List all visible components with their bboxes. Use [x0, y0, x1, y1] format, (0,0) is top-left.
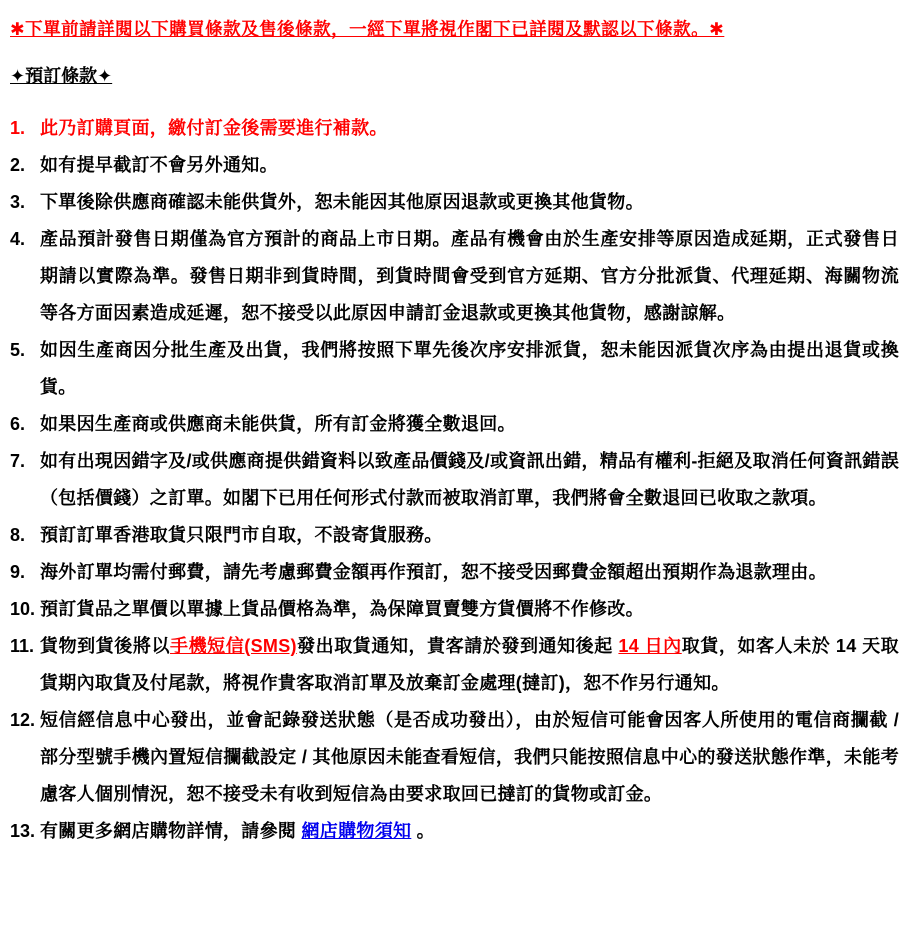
store-shopping-notice-link[interactable]: 網店購物須知 [301, 821, 412, 841]
term-text [40, 628, 899, 702]
term-segment: 海外訂單均需付郵費，請先考慮郵費金額再作預訂，恕不接受因郵費金額超出預期作為退款理由。 [40, 562, 827, 582]
term-text [40, 702, 899, 813]
term-item [10, 554, 899, 591]
term-segment: 14 日內 [618, 636, 682, 656]
term-number: 7. [10, 451, 26, 471]
term-item [10, 406, 899, 443]
term-segment: 短信經信息中心發出，並會記錄發送狀態（是否成功發出），由於短信可能會因客人所使用的電信商攔截 / 部分型號手機內置短信攔截設定 / 其他原因未能查看短信，我們只能按照信息中心的發送狀態作準，未能考慮客人個別情況，恕不接受未有收到短信為由要求取回已撻訂的貨物或訂金。 [40, 710, 899, 804]
term-segment: 如有提早截訂不會另外通知。 [40, 155, 278, 175]
term-text [40, 147, 899, 184]
term-segment: 發出取貨通知，貴客請於發到通知後起 [296, 636, 619, 656]
term-number: 5. [10, 340, 26, 360]
term-number: 12. [10, 710, 36, 730]
term-segment: 貨物到貨後將以 [40, 636, 171, 656]
term-segment: 取貨，如客人未於 14 天取貨期內取貨及付尾款，將視作貴客取消訂單及放棄訂金處理(撻訂)，恕不作另行通知。 [40, 636, 899, 693]
terms-list [10, 110, 899, 850]
term-item [10, 147, 899, 184]
term-item [10, 443, 899, 517]
term-number: 9. [10, 562, 26, 582]
term-text [40, 517, 899, 554]
term-item [10, 110, 899, 147]
term-text [40, 554, 899, 591]
term-number: 1. [10, 118, 26, 138]
term-segment: 如有出現因錯字及/或供應商提供錯資料以致產品價錢及/或資訊出錯，精品有權利-拒絕及取消任何資訊錯誤（包括價錢）之訂單。如閣下已用任何形式付款而被取消訂單，我們將會全數退回已收取之款項。 [40, 451, 899, 508]
term-segment: 手機短信(SMS) [170, 636, 297, 656]
term-segment: 預訂貨品之單價以單據上貨品價格為準，為保障買賣雙方貨價將不作修改。 [40, 599, 644, 619]
section-header-preorder-terms: ✦預訂條款✦ [10, 66, 113, 86]
term-item [10, 628, 899, 702]
term-text [40, 406, 899, 443]
term-segment: 下單後除供應商確認未能供貨外，恕未能因其他原因退款或更換其他貨物。 [40, 192, 644, 212]
term-segment: 產品預計發售日期僅為官方預計的商品上市日期。產品有機會由於生產安排等原因造成延期，正式發售日期請以實際為準。發售日期非到貨時間，到貨時間會受到官方延期、官方分批派貨、代理延期、海關物流等各方面因素造成延遲，恕不接受以此原因申請訂金退款或更換其他貨物，感謝諒解。 [40, 229, 899, 323]
term-item [10, 221, 899, 332]
term-segment: 此乃訂購頁面，繳付訂金後需要進行補款。 [40, 118, 388, 138]
term-number: 6. [10, 414, 26, 434]
term-segment: 。 [411, 821, 435, 841]
term-item [10, 591, 899, 628]
term-number: 11. [10, 636, 35, 656]
term-segment: 預訂訂單香港取貨只限門市自取，不設寄貨服務。 [40, 525, 443, 545]
term-number: 4. [10, 229, 26, 249]
term-number: 13. [10, 821, 36, 841]
term-item [10, 517, 899, 554]
page-title: ✱下單前請詳閱以下購買條款及售後條款，一經下單將視作閣下已詳閱及默認以下條款。✱ [10, 19, 725, 39]
term-text [40, 110, 899, 147]
term-text [40, 591, 899, 628]
term-number: 10. [10, 599, 36, 619]
term-item [10, 184, 899, 221]
term-text [40, 184, 899, 221]
term-number: 3. [10, 192, 26, 212]
term-item [10, 702, 899, 813]
term-item [10, 332, 899, 406]
term-segment: 如因生產商因分批生產及出貨，我們將按照下單先後次序安排派貨，恕未能因派貨次序為由提出退貨或換貨。 [40, 340, 899, 397]
term-segment: 有關更多網店購物詳情，請參閱 [40, 821, 302, 841]
term-text [40, 813, 899, 850]
term-number: 2. [10, 155, 26, 175]
term-text [40, 443, 899, 517]
term-text [40, 332, 899, 406]
term-segment: 如果因生產商或供應商未能供貨，所有訂金將獲全數退回。 [40, 414, 516, 434]
term-number: 8. [10, 525, 26, 545]
term-item [10, 813, 899, 850]
term-text [40, 221, 899, 332]
